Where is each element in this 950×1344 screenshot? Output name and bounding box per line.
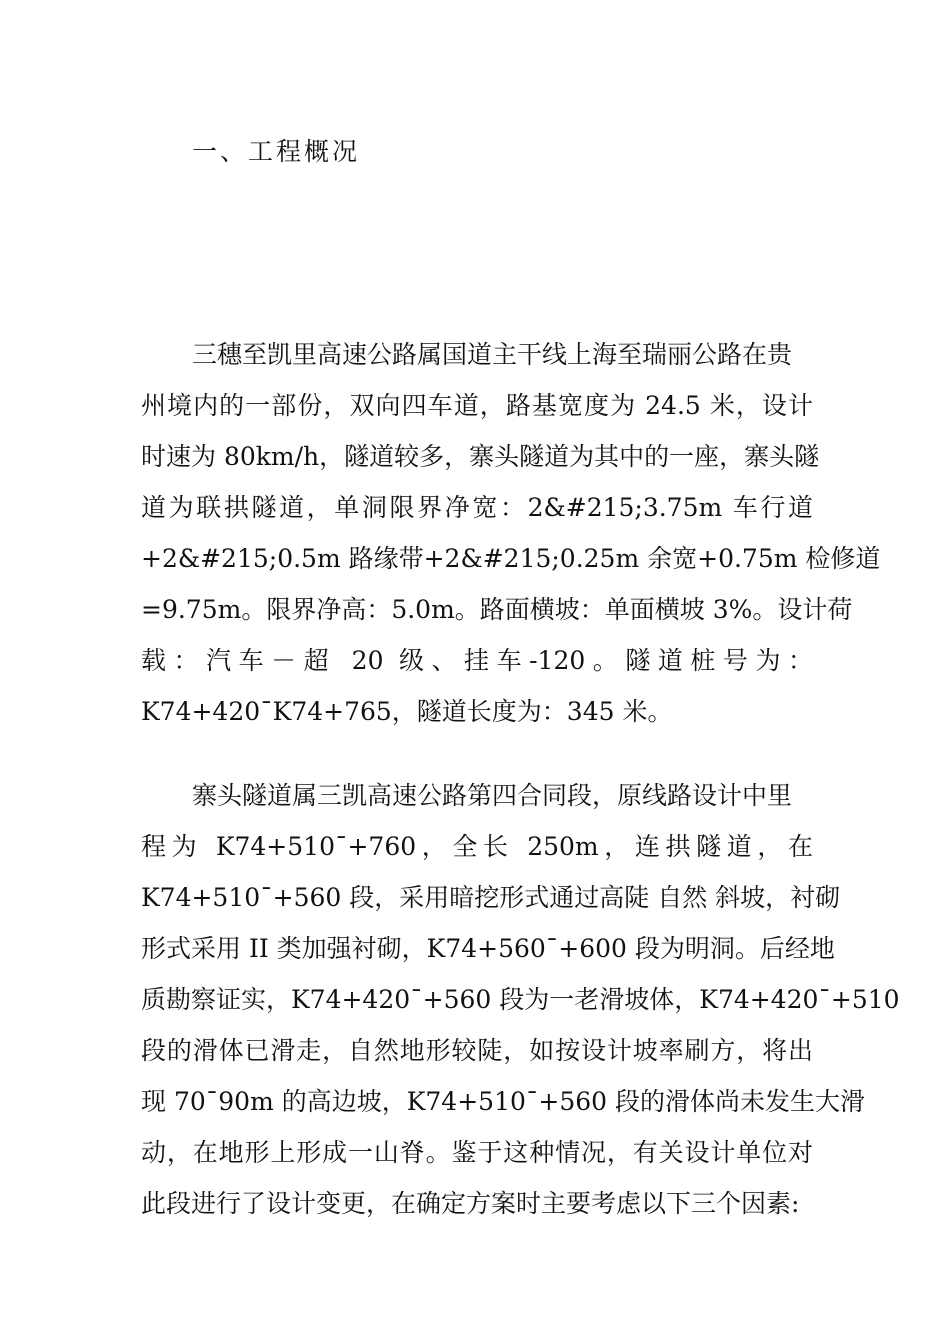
paragraph-line: 载：汽车－超 20 级、挂车-120。隧道桩号为： bbox=[141, 646, 813, 675]
paragraph-line: K74+510¯+560 段，采用暗挖形式通过高陡 自然 斜坡，衬砌 bbox=[141, 883, 841, 912]
section-heading: 一、工程概况 bbox=[192, 137, 361, 166]
paragraph-project-overview bbox=[141, 329, 881, 737]
paragraph-line: +2&#215;0.5m 路缘带+2&#215;0.25m 余宽+0.75m 检修道 bbox=[141, 544, 881, 573]
paragraph-line: 时速为 80km/h，隧道较多，寨头隧道为其中的一座，寨头隧 bbox=[141, 442, 820, 471]
paragraph-line: 寨头隧道属三凯高速公路第四合同段，原线路设计中里 bbox=[192, 781, 793, 810]
paragraph-line: 州境内的一部份，双向四车道，路基宽度为 24.5 米，设计 bbox=[141, 391, 813, 420]
paragraph-line: 现 70¯90m 的高边坡，K74+510¯+560 段的滑体尚未发生大滑 bbox=[141, 1087, 865, 1116]
paragraph-line: 此段进行了设计变更，在确定方案时主要考虑以下三个因素: bbox=[141, 1189, 800, 1218]
paragraph-line: 形式采用 II 类加强衬砌，K74+560¯+600 段为明洞。后经地 bbox=[141, 934, 835, 963]
paragraph-line: 质勘察证实，K74+420¯+560 段为一老滑坡体，K74+420¯+510 bbox=[141, 985, 900, 1014]
paragraph-line: 程为 K74+510¯+760，全长 250m，连拱隧道，在 bbox=[141, 832, 813, 861]
paragraph-line: 动，在地形上形成一山脊。鉴于这种情况，有关设计单位对 bbox=[141, 1138, 813, 1167]
paragraph-line: =9.75m。限界净高：5.0m。路面横坡：单面横坡 3%。设计荷 bbox=[141, 595, 853, 624]
paragraph-line: 三穗至凯里高速公路属国道主干线上海至瑞丽公路在贵 bbox=[192, 340, 793, 369]
paragraph-design-change bbox=[141, 770, 900, 1229]
paragraph-line: 道为联拱隧道，单洞限界净宽：2&#215;3.75m 车行道 bbox=[141, 493, 813, 522]
paragraph-line: 段的滑体已滑走，自然地形较陡，如按设计坡率刷方，将出 bbox=[141, 1036, 813, 1065]
paragraph-line: K74+420¯K74+765，隧道长度为：345 米。 bbox=[141, 697, 673, 726]
